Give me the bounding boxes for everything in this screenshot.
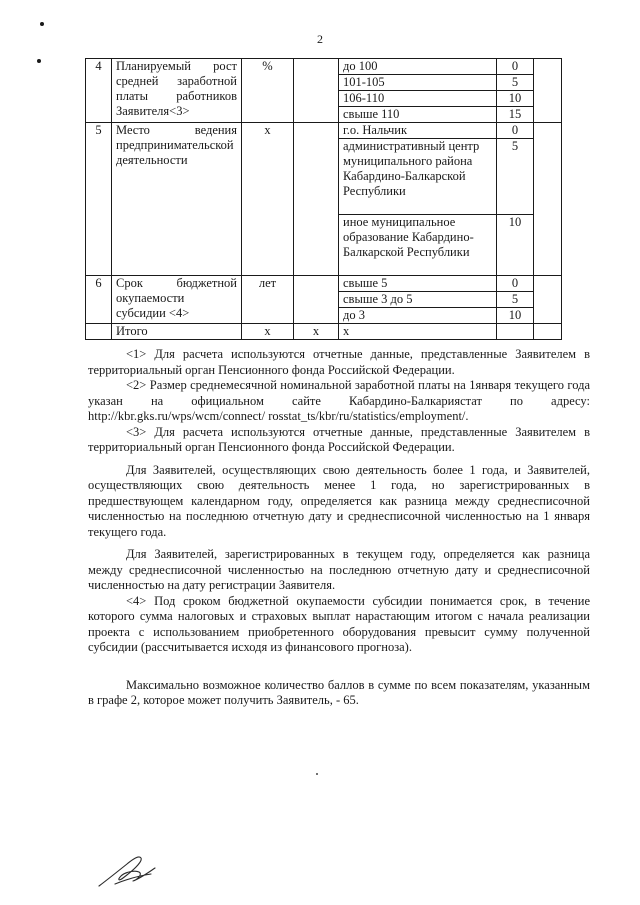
table-row	[86, 59, 562, 75]
condition-cell: г.о. Нальчик	[339, 123, 497, 139]
condition-cell: до 100	[339, 59, 497, 75]
criterion-name: Срок бюджетной окупаемости субсидии <4>	[112, 276, 242, 324]
points-cell	[497, 324, 534, 340]
max-score-paragraph: Максимально возможное количество баллов в сумме по всем показателям, указанным в графе 2, которое может получить Заявитель, - 65.	[88, 677, 590, 707]
points-cell: 10	[497, 215, 534, 276]
empty-cell	[534, 123, 562, 276]
points-cell: 10	[497, 308, 534, 324]
total-label: Итого	[112, 324, 242, 340]
points-cell: 10	[497, 91, 534, 107]
condition-cell: свыше 110	[339, 107, 497, 123]
footnote-2: <2> Размер среднемесячной номинальной заработной платы на 1января текущего года указан на официальном сайте Кабардино-Балкариястат по адресу: http://kbr.gks.ru/wps/wcm/connect/ rosstat_ts/kbr/ru/statistics/employment/.	[88, 378, 590, 423]
mark-cell	[294, 276, 339, 324]
empty-cell	[534, 59, 562, 123]
mark-cell	[294, 123, 339, 276]
row-number	[86, 324, 112, 340]
signature	[95, 850, 165, 890]
points-cell: 0	[497, 59, 534, 75]
points-cell: 5	[497, 75, 534, 91]
points-cell: 0	[497, 123, 534, 139]
margin-dot	[37, 59, 41, 63]
condition-cell: 101-105	[339, 75, 497, 91]
paragraph-new-applicants: Для Заявителей, зарегистрированных в текущем году, определяется как разница между среднесписочной численностью на последнюю отчетную дату и среднесписочной численностью на дату регистрации Заявителя.	[88, 547, 590, 592]
points-cell: 5	[497, 292, 534, 308]
unit-cell: х	[242, 324, 294, 340]
condition-cell: х	[339, 324, 497, 340]
criteria-table	[85, 58, 562, 340]
unit-cell: лет	[242, 276, 294, 324]
footnote-4: <4> Под сроком бюджетной окупаемости субсидии понимается срок, в течение которого сумма налоговых и страховых выплат нарастающим итогом с начала реализации проекта с использованием приобретенного оборудования превысит сумму полученной субсидии (рассчитывается исходя из финансового прогноза).	[88, 593, 590, 654]
speck	[316, 773, 318, 775]
row-number: 6	[86, 276, 112, 324]
points-cell: 15	[497, 107, 534, 123]
mark-cell: х	[294, 324, 339, 340]
unit-cell: %	[242, 59, 294, 123]
notes-section	[88, 347, 590, 709]
condition-cell: свыше 5	[339, 276, 497, 292]
page-number: 2	[317, 32, 323, 46]
row-number: 5	[86, 123, 112, 276]
total-row	[86, 324, 562, 340]
condition-cell: иное муниципальное образование Кабардино-Балкарской Республики	[339, 215, 497, 276]
footnote-1: <1> Для расчета используются отчетные данные, представленные Заявителем в территориальный орган Пенсионного фонда Российской Федерации.	[88, 347, 590, 377]
unit-cell: х	[242, 123, 294, 276]
table-row	[86, 123, 562, 139]
empty-cell	[534, 276, 562, 324]
row-number: 4	[86, 59, 112, 123]
margin-dot	[40, 22, 44, 26]
points-cell: 5	[497, 139, 534, 215]
mark-cell	[294, 59, 339, 123]
footnote-3: <3> Для расчета используются отчетные данные, представленные Заявителем в территориальный орган Пенсионного фонда Российской Федерации.	[88, 424, 590, 454]
condition-cell: до 3	[339, 308, 497, 324]
paragraph-existing-applicants: Для Заявителей, осуществляющих свою деятельность более 1 года, и Заявителей, осуществляющих свою деятельность менее 1 года, но зарегистрированных в предшествующем календарном году, определяется как разница между среднесписочной численностью на последнюю отчетную дату и среднесписочной численностью на 1 января текущего года.	[88, 462, 590, 539]
empty-cell	[534, 324, 562, 340]
table-row	[86, 276, 562, 292]
criterion-name: Место ведения предпринимательской деятельности	[112, 123, 242, 276]
condition-cell: 106-110	[339, 91, 497, 107]
criterion-name: Планируемый рост средней заработной платы работников Заявителя<3>	[112, 59, 242, 123]
condition-cell: свыше 3 до 5	[339, 292, 497, 308]
condition-cell: административный центр муниципального района Кабардино-Балкарской Республики	[339, 139, 497, 215]
points-cell: 0	[497, 276, 534, 292]
